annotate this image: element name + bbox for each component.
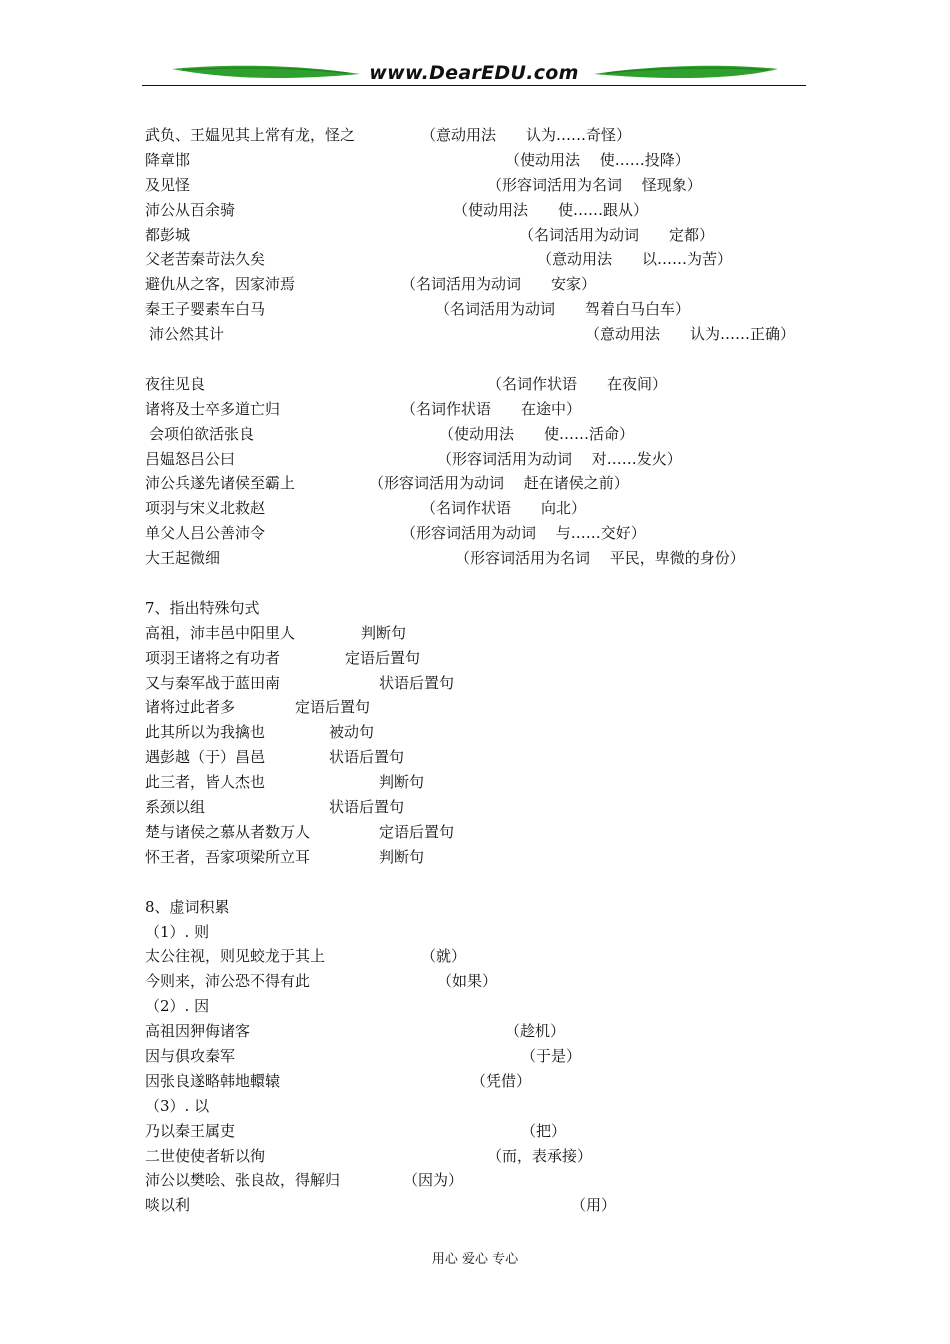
example-sentence: 秦王子婴素车白马: [145, 300, 266, 319]
example-line: [145, 546, 825, 571]
example-line: [145, 621, 825, 646]
example-line: [145, 920, 825, 945]
example-line: [145, 671, 825, 696]
example-sentence: 沛公兵遂先诸侯至霸上: [145, 474, 296, 493]
example-line: [145, 1044, 825, 1069]
example-sentence: 沛公以樊哙、张良故，得解归: [145, 1171, 341, 1190]
annotation: （使动用法 使……活命）: [439, 424, 635, 443]
example-sentence: 此三者，皆人杰也: [145, 773, 266, 792]
annotation: （形容词活用为动词 与……交好）: [401, 524, 646, 543]
section-heading: [145, 895, 825, 920]
example-line: [145, 695, 825, 720]
example-line: [145, 272, 825, 297]
annotation: 被动句: [329, 723, 375, 742]
example-line: [145, 845, 825, 870]
annotation: （用）: [571, 1196, 617, 1215]
example-sentence: 遇彭越（于）昌邑: [145, 748, 266, 767]
annotation: （使动用法 使……投降）: [505, 150, 690, 169]
example-line: [145, 422, 825, 447]
annotation: 定语后置句: [345, 648, 421, 667]
annotation: （就）: [421, 947, 467, 966]
example-sentence: 高祖因狎侮诸客: [145, 1022, 251, 1041]
annotation: （名词活用为动词 安家）: [401, 275, 597, 294]
example-line: [145, 322, 825, 347]
example-line: [145, 397, 825, 422]
annotation: （形容词活用为名词 怪现象）: [487, 175, 702, 194]
example-sentence: 因与俱攻秦军: [145, 1046, 236, 1065]
example-line: [145, 1019, 825, 1044]
annotation: （于是）: [521, 1046, 582, 1065]
example-line: [145, 1193, 825, 1218]
example-line: [145, 969, 825, 994]
example-sentence: 诸将过此者多: [145, 698, 236, 717]
annotation: （如果）: [437, 972, 498, 991]
annotation: 定语后置句: [295, 698, 371, 717]
section-heading-text: 8、虚词积累: [145, 897, 230, 916]
annotation: （形容词活用为动词 赶在诸侯之前）: [369, 474, 629, 493]
example-line: [145, 745, 825, 770]
annotation: （名词作状语 在途中）: [401, 399, 582, 418]
annotation: 定语后置句: [379, 822, 455, 841]
site-header: [142, 58, 806, 92]
example-sentence: 降章邯: [145, 150, 191, 169]
example-sentence: 因张良遂略韩地轘辕: [145, 1071, 281, 1090]
annotation: （而，表承接）: [487, 1146, 593, 1165]
annotation: 状语后置句: [379, 673, 455, 692]
example-sentence: 沛公从百余骑: [145, 200, 236, 219]
example-sentence: 项羽王诸将之有功者: [145, 648, 281, 667]
annotation: （意动用法 以……为苦）: [537, 250, 733, 269]
example-line: [145, 447, 825, 472]
example-line: [145, 471, 825, 496]
example-sentence: 今则来，沛公恐不得有此: [145, 972, 311, 991]
example-line: [145, 521, 825, 546]
example-sentence: 沛公然其计: [149, 325, 225, 344]
example-sentence: 乃以秦王属吏: [145, 1121, 236, 1140]
header-rule: [142, 85, 806, 86]
example-line: [145, 1094, 825, 1119]
blank-line: [145, 571, 825, 596]
example-sentence: 高祖，沛丰邑中阳里人: [145, 623, 296, 642]
example-sentence: 及见怪: [145, 175, 191, 194]
example-line: [145, 148, 825, 173]
example-sentence: 怀王者，吾家项梁所立耳: [145, 847, 311, 866]
example-sentence: 诸将及士卒多道亡归: [145, 399, 281, 418]
example-sentence: 武负、王媪见其上常有龙，怪之: [145, 126, 356, 144]
example-line: [145, 1069, 825, 1094]
annotation: （使动用法 使……跟从）: [453, 200, 649, 219]
example-sentence: （3）. 以: [145, 1096, 210, 1115]
example-line: [145, 223, 825, 248]
annotation: 判断句: [361, 623, 407, 642]
example-line: [145, 720, 825, 745]
example-sentence: 又与秦军战于蓝田南: [145, 673, 281, 692]
blank-line: [145, 347, 825, 372]
example-line: [145, 1119, 825, 1144]
example-line: [145, 795, 825, 820]
annotation: 判断句: [379, 773, 425, 792]
annotation: 状语后置句: [329, 798, 405, 817]
example-sentence: 楚与诸侯之慕从者数万人: [145, 822, 311, 841]
example-line: [145, 496, 825, 521]
annotation: （把）: [521, 1121, 567, 1140]
example-sentence: 避仇从之客，因家沛焉: [145, 275, 296, 294]
example-sentence: 系颈以组: [145, 798, 206, 817]
example-sentence: 二世使使者斩以徇: [145, 1146, 266, 1165]
annotation: （名词作状语 在夜间）: [487, 374, 668, 393]
annotation: 判断句: [379, 847, 425, 866]
annotation: （意动用法 认为……正确）: [585, 325, 796, 344]
annotation: （名词作状语 向北）: [421, 499, 587, 518]
example-sentence: 夜往见良: [145, 374, 206, 393]
example-sentence: 大王起微细: [145, 549, 221, 568]
example-sentence: 都彭城: [145, 225, 191, 244]
example-line: [145, 247, 825, 272]
example-sentence: 吕媪怒吕公曰: [145, 449, 236, 468]
annotation: （形容词活用为动词 对……发火）: [437, 449, 682, 468]
example-line: [145, 770, 825, 795]
example-line: [145, 123, 825, 148]
annotation: 状语后置句: [329, 748, 405, 767]
section-heading-text: 7、指出特殊句式: [145, 598, 260, 617]
annotation: （凭借）: [471, 1071, 532, 1090]
annotation: （意动用法 认为……奇怪）: [421, 126, 632, 144]
section-heading: [145, 596, 825, 621]
annotation: （趁机）: [505, 1022, 566, 1041]
example-line: [145, 198, 825, 223]
page-footer: 用心 爱心 专心: [431, 1252, 519, 1267]
example-line: [145, 646, 825, 671]
example-sentence: 单父人吕公善沛令: [145, 524, 266, 543]
example-line: [145, 944, 825, 969]
example-sentence: 啖以利: [145, 1196, 191, 1215]
example-sentence: 父老苦秦苛法久矣: [145, 250, 266, 269]
document-body: [145, 123, 825, 1218]
example-sentence: 项羽与宋义北救赵: [145, 499, 266, 518]
example-sentence: （2）. 因: [145, 997, 210, 1016]
example-line: [145, 173, 825, 198]
example-line: [145, 1144, 825, 1169]
annotation: （形容词活用为名词 平民，卑微的身份）: [455, 549, 745, 568]
example-line: [145, 297, 825, 322]
annotation: （名词活用为动词 定都）: [519, 225, 715, 244]
example-line: [145, 820, 825, 845]
site-name: www.DearEDU.com: [369, 62, 579, 84]
example-line: [145, 372, 825, 397]
example-line: [145, 1168, 825, 1193]
example-sentence: 太公往视，则见蛟龙于其上: [145, 947, 326, 966]
example-sentence: 会项伯欲活张良: [149, 424, 255, 443]
annotation: （因为）: [403, 1171, 464, 1190]
example-line: [145, 994, 825, 1019]
example-sentence: 此其所以为我擒也: [145, 723, 266, 742]
blank-line: [145, 870, 825, 895]
example-sentence: （1）. 则: [145, 922, 210, 941]
annotation: （名词活用为动词 驾着白马白车）: [435, 300, 691, 319]
